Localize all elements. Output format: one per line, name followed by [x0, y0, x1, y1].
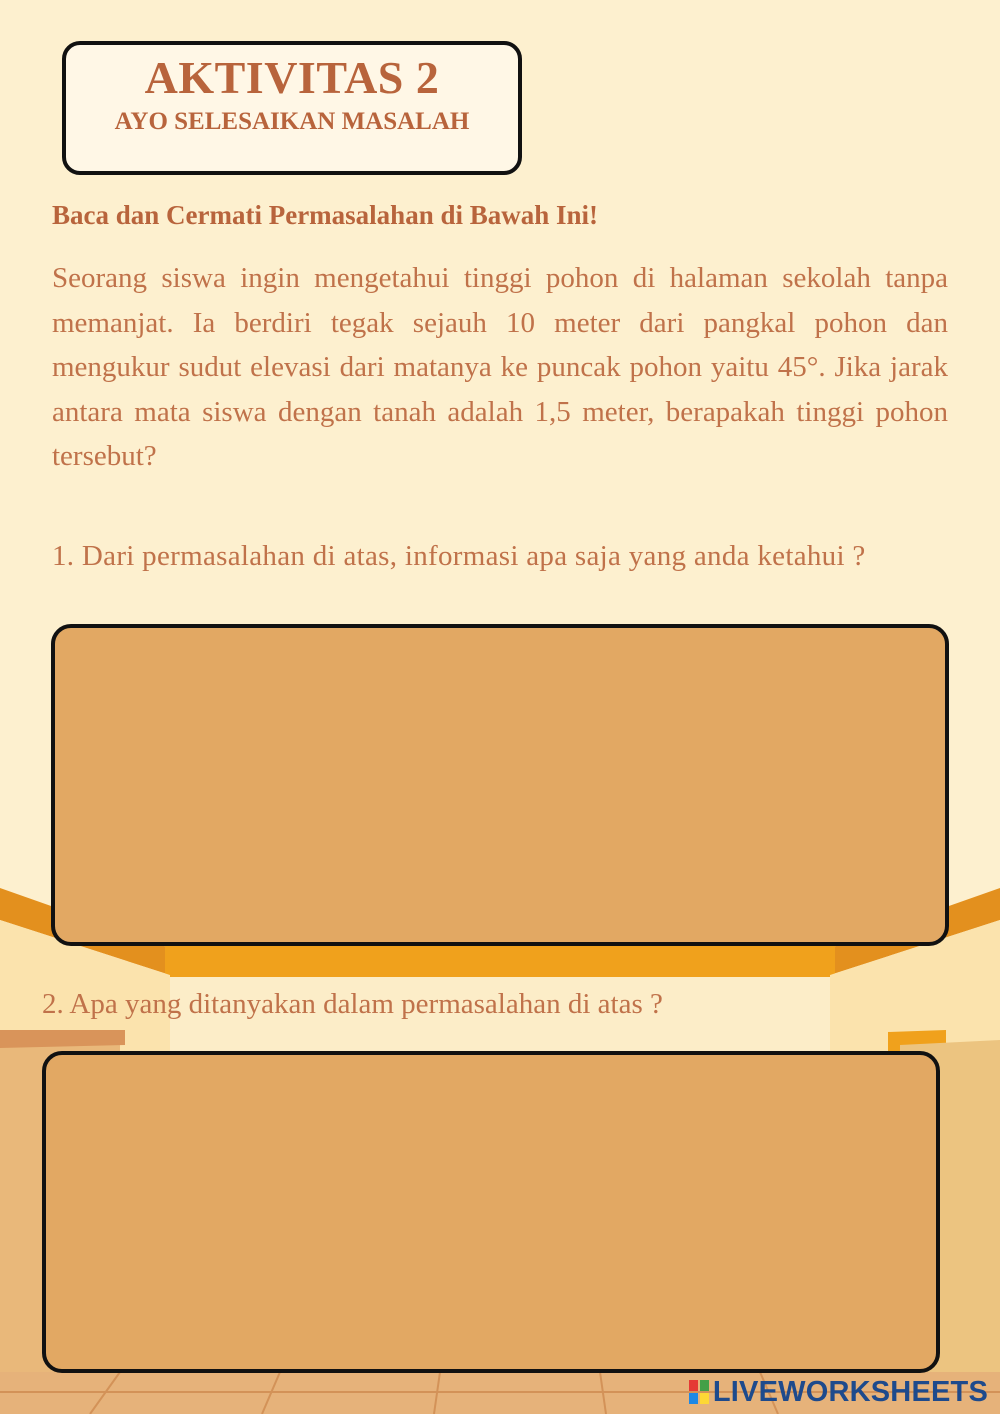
activity-title: AKTIVITAS 2	[144, 52, 440, 103]
watermark-brand-text: LIVEWORKSHEETS	[712, 1375, 988, 1408]
activity-subtitle: AYO SELESAIKAN MASALAH	[114, 108, 470, 135]
question-1-text: 1. Dari permasalahan di atas, informasi apa saja yang anda ketahui ?	[52, 540, 866, 572]
liveworksheets-watermark	[689, 1376, 988, 1408]
instruction-heading: Baca dan Cermati Permasalahan di Bawah Ini!	[52, 200, 599, 230]
liveworksheets-logo-icon	[689, 1380, 709, 1404]
question-1-answer-field[interactable]	[51, 624, 949, 946]
question-2-answer-field[interactable]	[42, 1051, 940, 1373]
activity-title-box	[62, 41, 522, 175]
problem-text: Seorang siswa ingin mengetahui tinggi pohon di halaman sekolah tanpa memanjat. Ia berdiri tegak sejauh 10 meter dari pangkal pohon dan mengukur sudut elevasi dari matanya ke puncak pohon yaitu 45°. Jika jarak antara mata siswa dengan tanah adalah 1,5 meter, berapakah tinggi pohon tersebut?	[52, 262, 948, 472]
question-2-text: 2. Apa yang ditanyakan dalam permasalahan di atas ?	[42, 988, 663, 1020]
